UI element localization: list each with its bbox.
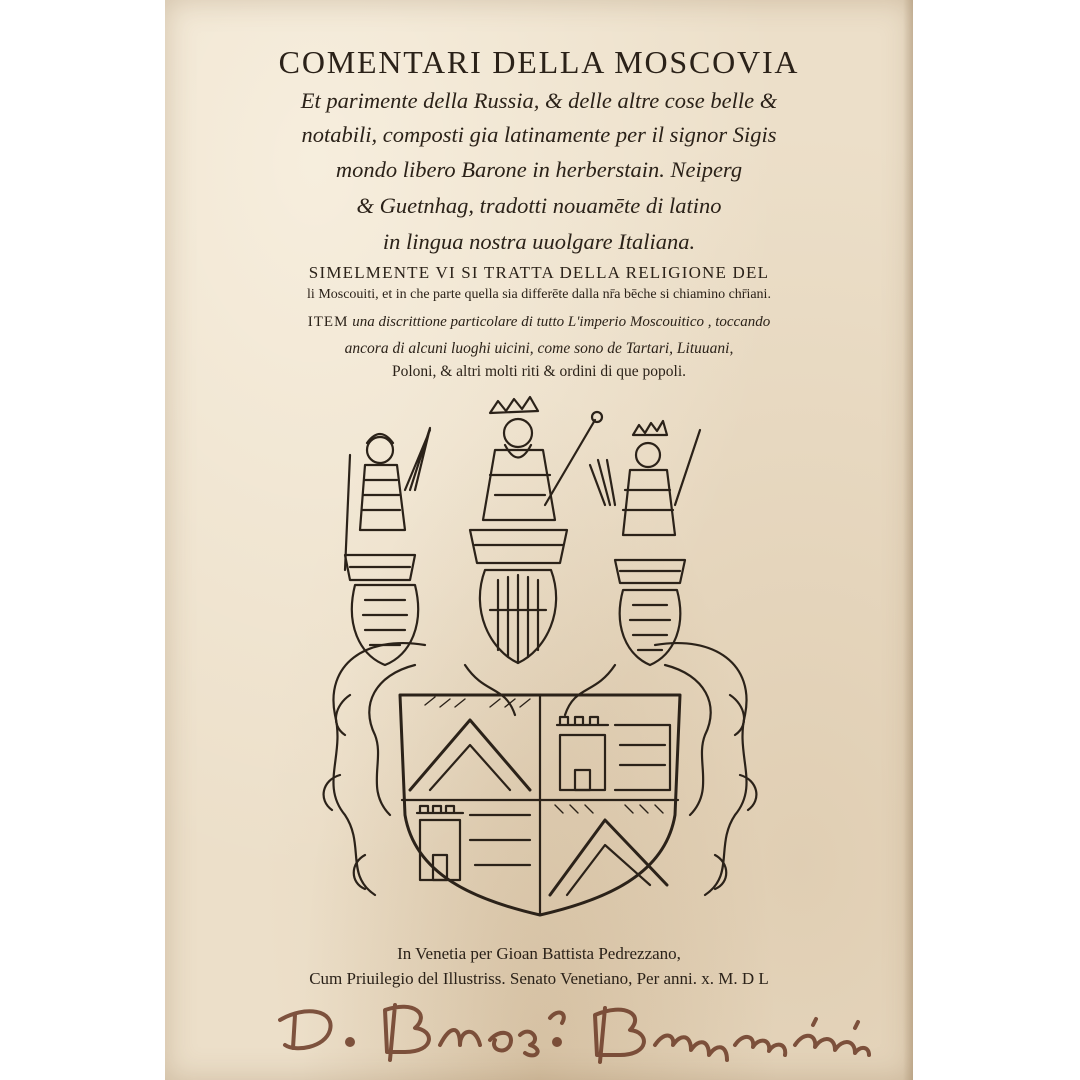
title-line-3: mondo libero Barone in herberstain. Neiperg: [335, 157, 743, 182]
imprint-line-2: Cum Priuilegio del Illustriss. Senato Venetiano, Per anni. x. M. D L: [309, 969, 769, 988]
subtitle-line-2: li Moscouiti, et in che parte quella sia differēte dalla nr̄a bēche si chiamino chr̄iani.: [307, 287, 771, 302]
item-rest: una discrittione particolare di tutto L'imperio Moscouitico , toccando: [348, 314, 771, 330]
subtitle-line-4: ancora di alcuni luoghi uicini, come sono de Tartari, Lituuani,: [344, 340, 734, 357]
item-lead: ITEM: [307, 314, 349, 330]
title-line-5: in lingua nostra uuolgare Italiana.: [382, 229, 696, 254]
item-line: [165, 314, 913, 331]
imprint-line-1: In Venetia per Gioan Battista Pedrezzano,: [397, 944, 681, 963]
title-line-1: Et parimente della Russia, & delle altre cose belle &: [300, 88, 778, 113]
title-page: [165, 0, 913, 1080]
handwritten-signature: [265, 990, 925, 1070]
subtitle-line-1: SIMELMENTE VI SI TRATTA DELLA RELIGIONE DEL: [308, 263, 770, 282]
subtitle-line-5: Poloni, & altri molti riti & ordini di que popoli.: [391, 363, 687, 380]
title-line-4: & Guetnhag, tradotti nouamēte di latino: [356, 193, 722, 218]
book-title: COMENTARI DELLA MOSCOVIA: [278, 44, 800, 80]
title-line-2: notabili, composti gia latinamente per il signor Sigis: [301, 122, 777, 147]
coat-of-arms-woodcut: [305, 395, 775, 935]
